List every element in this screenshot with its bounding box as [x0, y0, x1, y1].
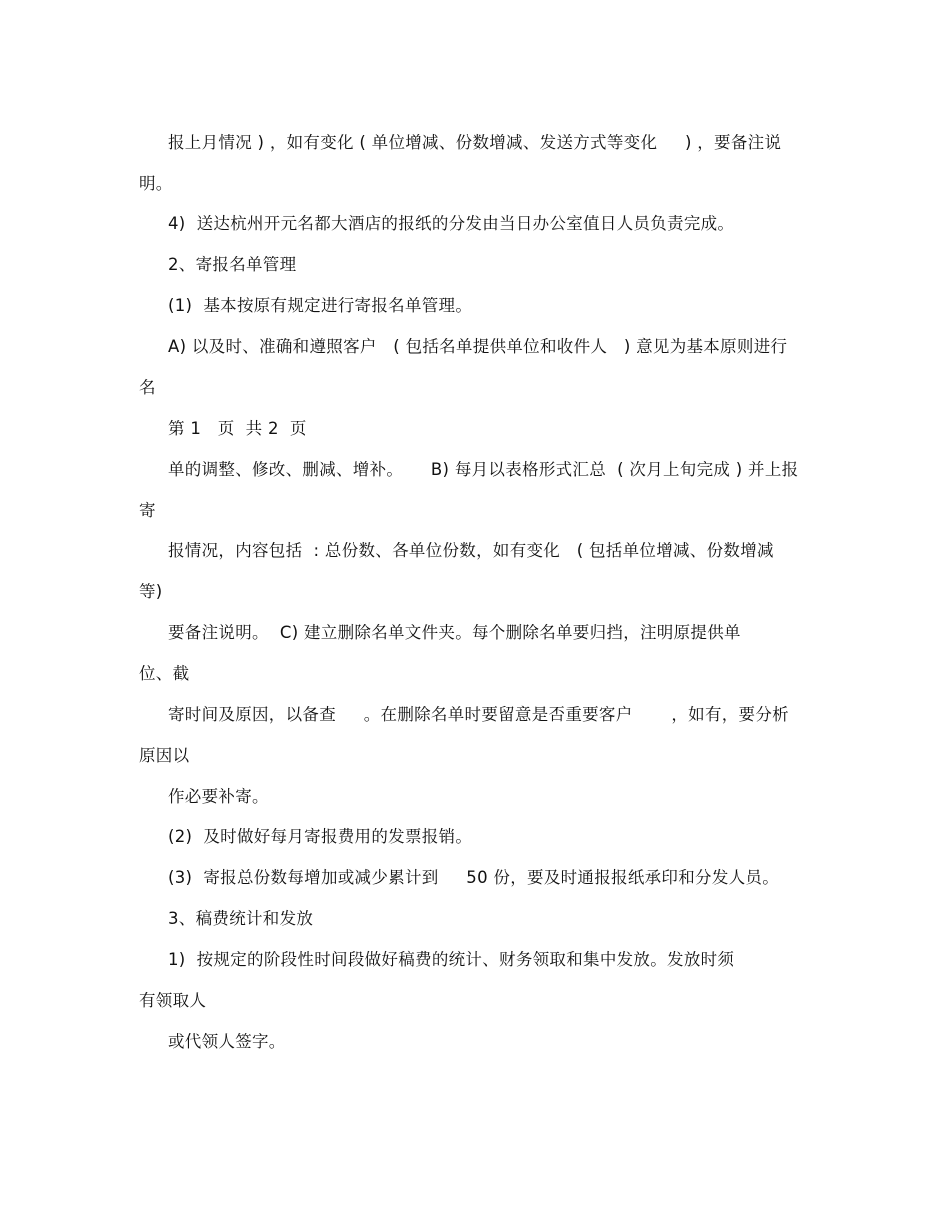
page-number: 第 1 页 共 2 页 — [168, 419, 307, 438]
text-line: 报上月情况 ) ，如有变化 ( 单位增减、份数增减、发送方式等变化 ) ，要备注说 — [168, 133, 782, 152]
text-line: 报情况，内容包括 : 总份数、各单位份数，如有变化 ( 包括单位增减、份数增减 — [168, 541, 774, 560]
section-heading: 2、寄报名单管理 — [168, 255, 297, 274]
text-line: 寄 — [139, 501, 156, 520]
text-line: 有领取人 — [139, 991, 207, 1010]
text-line: A) 以及时、准确和遵照客户 ( 包括名单提供单位和收件人 ) 意见为基本原则进行 — [168, 337, 788, 356]
text-line: 1) 按规定的阶段性时间段做好稿费的统计、财务领取和集中发放。发放时须 — [168, 950, 735, 969]
text-line: 4) 送达杭州开元名都大酒店的报纸的分发由当日办公室值日人员负责完成。 — [168, 214, 735, 233]
text-line: 作必要补寄。 — [168, 787, 269, 806]
text-line: (3) 寄报总份数每增加或减少累计到 50 份，要及时通报报纸承印和分发人员。 — [168, 868, 780, 887]
text-line: (1) 基本按原有规定进行寄报名单管理。 — [168, 296, 473, 315]
text-line: 单的调整、修改、删减、增补。 B) 每月以表格形式汇总 ( 次月上旬完成 ) 并上报 — [168, 460, 799, 479]
text-line: 等) — [139, 582, 163, 601]
text-line: 要备注说明。 C) 建立删除名单文件夹。每个删除名单要归挡，注明原提供单 — [168, 623, 741, 642]
text-line: 寄时间及原因，以备查 。在删除名单时要留意是否重要客户 ，如有，要分析 — [168, 705, 789, 724]
text-line: 原因以 — [139, 746, 190, 765]
text-line: 位、截 — [139, 664, 190, 683]
text-line: 或代领人签字。 — [168, 1032, 286, 1051]
text-line: (2) 及时做好每月寄报费用的发票报销。 — [168, 827, 473, 846]
text-line: 名 — [139, 378, 156, 397]
text-line: 明。 — [139, 174, 173, 193]
section-heading: 3、稿费统计和发放 — [168, 909, 314, 928]
